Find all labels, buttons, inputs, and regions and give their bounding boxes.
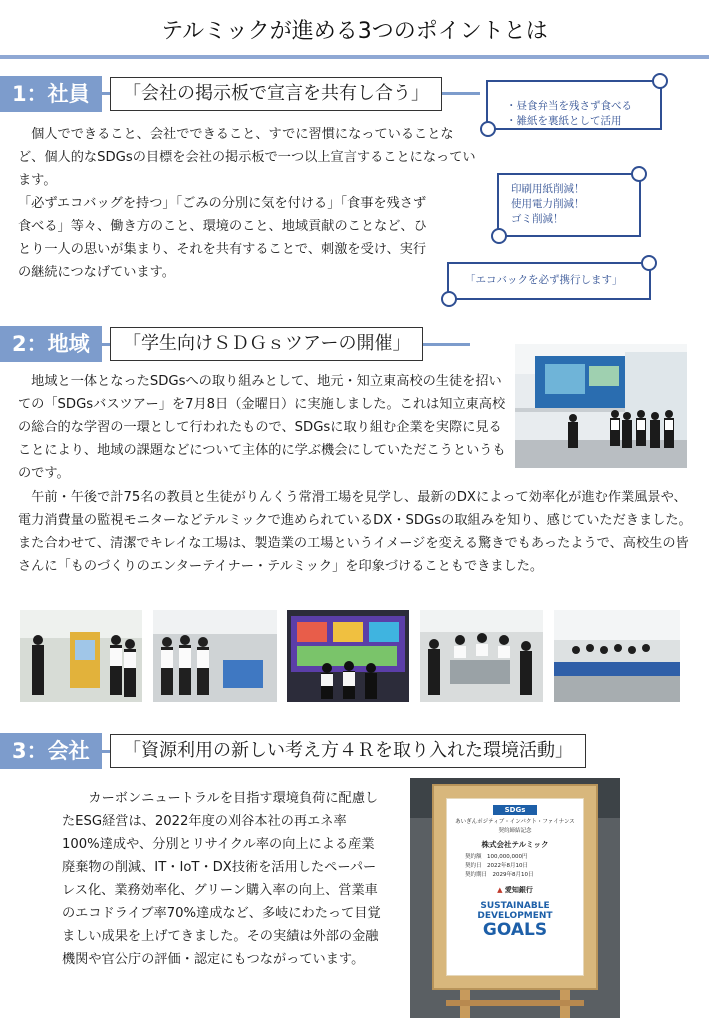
sdgs-badge: SDGs <box>493 805 537 815</box>
tour-photo-1 <box>20 610 142 702</box>
section-2-paragraph-1: 地域と一体となったSDGsへの取り組みとして、地元・知立東高校の生徒を招いての「SDGsバスツアー」を7月8日（金曜日）に実施しました。これは知立東高校の総合的な学習の一環として行われたもので、SDGsに取り組む企業を実際に見ることにより、地域の課題などについて主体的に学ぶ機会にしていただこうというものです。 <box>18 374 506 481</box>
row-label: 契約日 <box>465 863 482 869</box>
note-1-line-1: ・昼食弁当を残さず食べる <box>506 100 632 112</box>
title-divider <box>0 55 709 59</box>
scroll-curl-icon <box>631 166 647 182</box>
certificate-title: あいぎんポジティブ・インパクト・ファイナンス <box>455 819 575 825</box>
easel-shelf <box>446 1000 584 1006</box>
section-2-paragraph-2: 午前・午後で計75名の教員と生徒がりんくう常滑工場を見学し、最新のDXによって効率化が進む作業風景や、電力消費量の監視モニターなどテルミックで進められているDX・SDGsの取組みを知り、感じていただきました。また合わせて、清潔でキレイな工場は、製造業の工場というイメージを変える驚きでもあったようで、高校生の皆さんに「ものづくりのエンターテイナー・テルミック」を印象づけることもできました。 <box>18 490 692 574</box>
tour-photo-2 <box>153 610 277 702</box>
page-title: テルミックが進める3つのポイントとは <box>161 19 548 44</box>
declaration-note-1 <box>486 80 662 130</box>
tour-photo-4 <box>420 610 543 702</box>
bank-name: 愛知銀行 <box>504 886 533 894</box>
section-2-heading: 「学生向けＳＤＧｓツアーの開催」 <box>110 327 423 361</box>
section-3-paragraph: カーボンニュートラルを目指す環境負荷に配慮したESG経営は、2022年度の刈谷本社の再エネ率100%達成や、分別とリサイクル率の向上による産業廃棄物の削減、IT・IoT・DX技術を活用したペーパーレス化、業務効率化、グリーン購入率の向上、営業車のエコドライブ率70%達成など、多岐にわたって目覚ましい成果を上げてきました。その実績は外部の金融機関や官公庁の評価・認定にもつながっています。 <box>62 791 381 967</box>
scroll-curl-icon <box>641 255 657 271</box>
section-1-paragraph-1: 個人でできること、会社でできること、すでに習慣になっていることなど、個人的なSDGsの目標を会社の掲示板で一つ以上宣言することになっています。 <box>18 127 476 188</box>
goals-line: GOALS <box>482 920 548 940</box>
scroll-curl-icon <box>652 73 668 89</box>
certificate-document <box>446 798 584 976</box>
bank-mark-icon: ▲ <box>497 886 503 894</box>
section-2-label: 2：地域 <box>0 326 102 362</box>
section-1-body <box>18 123 478 284</box>
declaration-note-3 <box>447 262 651 300</box>
row-value: 100,000,000円 <box>487 854 528 860</box>
certificate-row <box>465 871 583 880</box>
certificate-subtitle: 契約締結記念 <box>498 828 532 834</box>
note-2-line-2: 使用電力削減！ <box>511 198 585 210</box>
sdgs-goals-logo <box>447 901 583 940</box>
note-2-line-1: 印刷用紙削減！ <box>511 183 585 195</box>
note-3-line-1: 「エコバックを必ず携行します」 <box>465 274 623 286</box>
certificate-row <box>465 862 583 871</box>
goals-line: DEVELOPMENT <box>477 911 553 921</box>
row-value: 2029年8月10日 <box>492 872 534 878</box>
section-1-heading: 「会社の掲示板で宣言を共有し合う」 <box>110 77 442 111</box>
certificate-row <box>465 853 583 862</box>
scroll-curl-icon <box>491 228 507 244</box>
section-1-label: 1：社員 <box>0 76 102 112</box>
certificate-frame <box>432 784 598 990</box>
row-label: 契約額 <box>465 854 482 860</box>
section-3-heading: 「資源利用の新しい考え方４Ｒを取り入れた環境活動」 <box>110 734 586 768</box>
section-3-label: 3：会社 <box>0 733 102 769</box>
note-2-line-3: ゴミ削減！ <box>511 213 564 225</box>
row-value: 2022年8月10日 <box>487 863 529 869</box>
certificate-rows <box>447 853 583 880</box>
scroll-curl-icon <box>480 121 496 137</box>
note-1-line-2: ・雑紙を裏紙として活用 <box>506 115 622 127</box>
row-label: 契約期日 <box>465 872 488 878</box>
tour-photo-5 <box>554 610 680 702</box>
certificate-company: 株式会社テルミック <box>481 840 549 849</box>
tour-photo-3 <box>287 610 409 702</box>
declaration-note-2 <box>497 173 641 237</box>
goals-line: SUSTAINABLE <box>480 901 550 911</box>
section-1-paragraph-2: 「必ずエコバッグを持つ」「ごみの分別に気を付ける」「食事を残さず食べる」等々、働き方のこと、環境のこと、地域貢献のことなど、ひとり一人の思いが集まり、それを共有することで、刺激を受け、実行の継続につなげています。 <box>18 196 427 280</box>
scroll-curl-icon <box>441 291 457 307</box>
bank-logo <box>447 886 583 895</box>
tour-photo-main <box>515 344 687 468</box>
certificate-photo <box>410 778 620 1018</box>
